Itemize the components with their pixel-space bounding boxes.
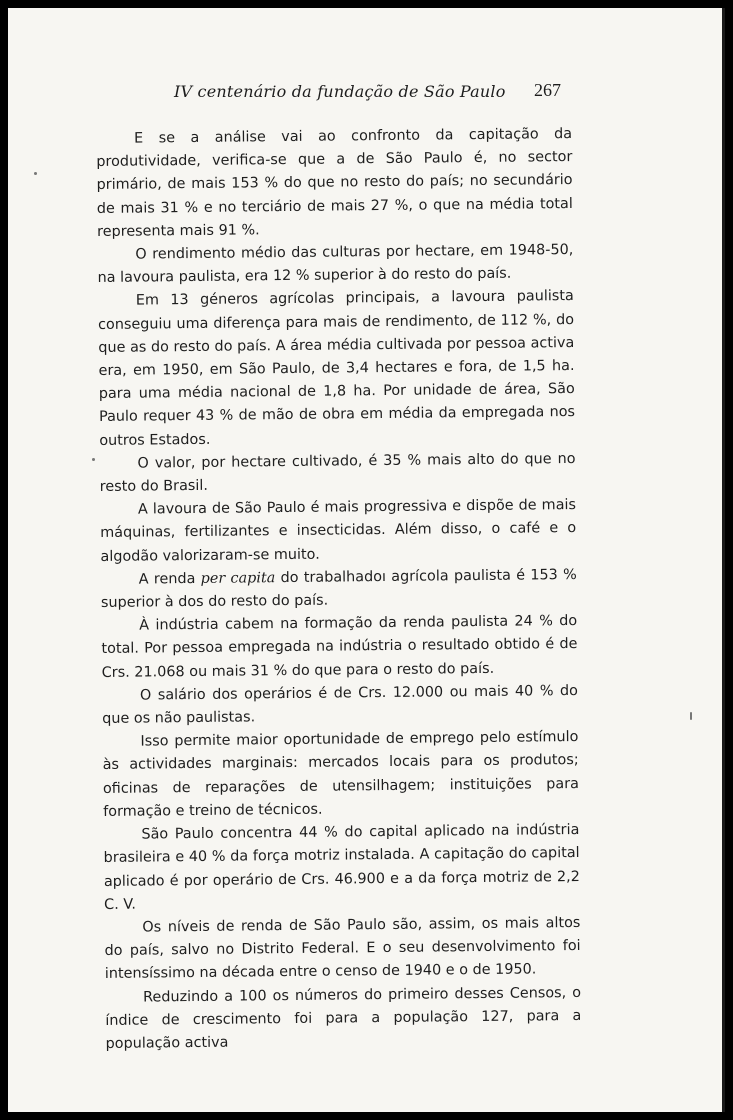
paragraph: E se a análise vai ao confronto da capitação da produtividade, verifica-se que a de São Paulo é, no sector primário, de mais 153 % do que no resto do país; no secundário de mais 31 % e no terciário de mais 27 %, o que na média total representa mais 91 %. xyxy=(96,126,573,240)
page-number: 267 xyxy=(534,80,561,100)
paragraph: A lavoura de São Paulo é mais progressiva e dispõe de mais máquinas, fertilizantes e insecticidas. Além disso, o café e o algodão valorizaram-se muito. xyxy=(100,497,577,565)
paragraph: O valor, por hectare cultivado, é 35 % mais alto do que no resto do Brasil. xyxy=(99,450,576,496)
paragraph: À indústria cabem na formação da renda paulista 24 % do total. Por pessoa empregada na indústria o resultado obtido é de Crs. 21.068 ou mais 31 % do que para o resto do país. xyxy=(101,613,578,681)
paragraph: Isso permite maior oportunidade de emprego pelo estímulo às actividades marginais: mercados locais para os produtos; oficinas de reparações de utensilhagem; instituições para formação e treino de técnicos. xyxy=(102,729,579,820)
page-edge-shadow xyxy=(722,8,725,1112)
running-title: IV centenário da fundação de São Paulo xyxy=(174,82,506,101)
body-text xyxy=(96,123,582,1056)
paragraph-text: do trabalhadoı agrícola paulista é 153 % superior à dos do resto do país. xyxy=(100,566,577,612)
paragraph xyxy=(101,564,577,615)
italic-term: per capita xyxy=(200,570,276,587)
scan-speck xyxy=(92,458,95,461)
paragraph: Reduzindo a 100 os números do primeiro desses Censos, o índice de crescimento foi para a população 127, para a população activa xyxy=(105,984,582,1052)
paragraph: Em 13 géneros agrícolas principais, a lavoura paulista conseguiu uma diferença para mais de rendimento, de 112 %, do que as do resto do país. A área média cultivada por pessoa activa era, em 1950, em São Paulo, de 3,4 hectares e fora, de 1,5 ha. para uma média nacional de 1,8 ha. Por unidade de área, São Paulo requer 43 % de mão de obra em média da empregada nos outros Estados. xyxy=(97,288,576,449)
paragraph: São Paulo concentra 44 % do capital aplicado na indústria brasileira e 40 % da força motriz instalada. A capitação do capital aplicado é por operário de Crs. 46.900 e a da força motriz de 2,2 C. V. xyxy=(103,822,580,913)
scan-speck xyxy=(34,172,37,175)
paragraph: Os níveis de renda de São Paulo são, assim, os mais altos do país, salvo no Distrito Federal. E o seu desenvolvimento foi intensíssimo na década entre o censo de 1940 e o de 1950. xyxy=(104,914,581,983)
paragraph-text: A renda xyxy=(138,570,201,588)
scan-speck xyxy=(690,712,692,720)
paragraph: O salário dos operários é de Crs. 12.000 ou mais 40 % do que os não paulistas. xyxy=(102,682,579,728)
paragraph: O rendimento médio das culturas por hectare, em 1948-50, na lavoura paulista, era 12 % superior à do resto do país. xyxy=(97,242,574,287)
